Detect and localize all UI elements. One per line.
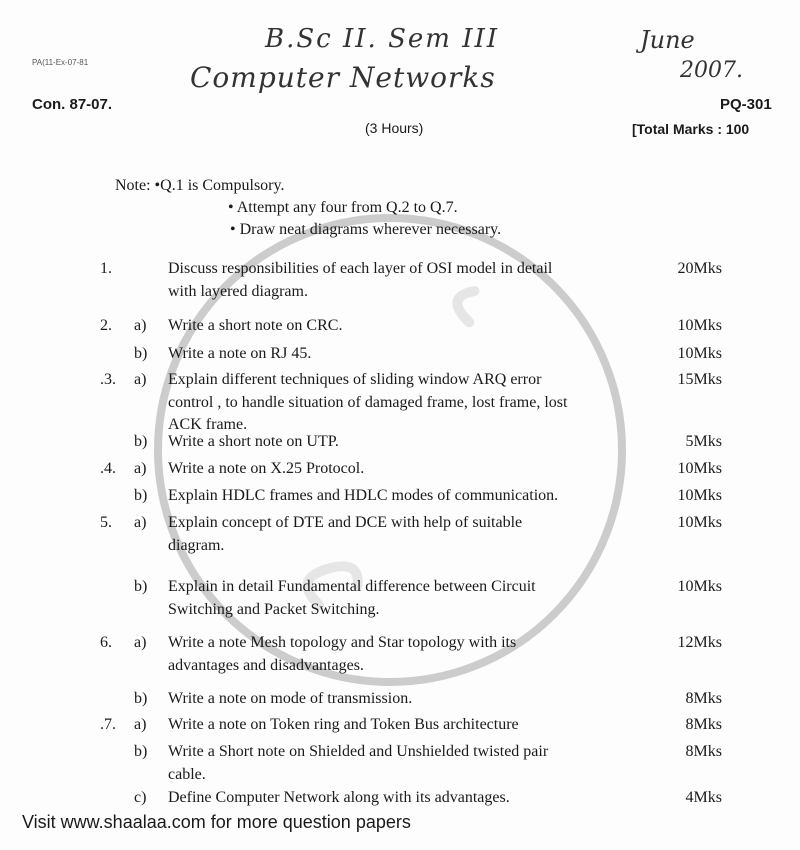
question-text-line: Write a short note on CRC. bbox=[168, 317, 343, 334]
duration: (3 Hours) bbox=[365, 120, 424, 136]
question-number: 2. bbox=[100, 317, 112, 334]
note-line-3: • Draw neat diagrams wherever necessary. bbox=[230, 221, 502, 238]
sub-question-label: b) bbox=[134, 690, 148, 707]
question-marks: 10Mks bbox=[677, 460, 722, 477]
question-text-line: Switching and Packet Switching. bbox=[168, 600, 380, 618]
sub-question-label: b) bbox=[134, 743, 148, 760]
question-text-line: Define Computer Network along with its advantages. bbox=[168, 789, 510, 806]
question-text-line: control , to handle situation of damaged frame, lost frame, lost bbox=[168, 393, 568, 411]
question-marks: 8Mks bbox=[685, 716, 722, 733]
question-text-line: advantages and disadvantages. bbox=[168, 656, 364, 674]
sub-question-label: b) bbox=[134, 433, 148, 450]
note-line-2: • Attempt any four from Q.2 to Q.7. bbox=[228, 199, 458, 216]
sub-question-label: a) bbox=[134, 716, 147, 733]
question-marks: 10Mks bbox=[677, 578, 722, 595]
question-marks: 8Mks bbox=[685, 690, 722, 707]
handwritten-course: B.Sc II. Sem III bbox=[265, 24, 500, 54]
paper-code: PQ-301 bbox=[720, 96, 772, 113]
question-number: 5. bbox=[100, 514, 112, 531]
question-marks: 8Mks bbox=[685, 743, 722, 760]
question-text-line: Write a note Mesh topology and Star topology with its bbox=[168, 634, 517, 651]
sub-question-label: a) bbox=[134, 634, 147, 651]
question-text-line: Write a short note on UTP. bbox=[168, 433, 339, 450]
question-number: .4. bbox=[100, 460, 116, 477]
handwritten-subject: Computer Networks bbox=[190, 61, 496, 94]
question-marks: 15Mks bbox=[677, 371, 722, 388]
question-number: 6. bbox=[100, 634, 112, 651]
question-text-line: Explain HDLC frames and HDLC modes of communication. bbox=[168, 487, 559, 504]
question-number: .3. bbox=[100, 371, 116, 388]
sub-question-label: a) bbox=[134, 514, 147, 531]
sub-question-label: a) bbox=[134, 460, 147, 477]
question-marks: 10Mks bbox=[677, 514, 722, 531]
sub-question-label: b) bbox=[134, 487, 148, 504]
question-marks: 12Mks bbox=[677, 634, 722, 651]
question-text-line: Write a note on Token ring and Token Bus architecture bbox=[168, 716, 519, 733]
sub-question-label: a) bbox=[134, 371, 147, 388]
question-text-line: Discuss responsibilities of each layer of OSI model in detail bbox=[168, 260, 553, 277]
question-marks: 5Mks bbox=[685, 433, 722, 450]
con-number: Con. 87-07. bbox=[32, 96, 113, 113]
question-number: 1. bbox=[100, 260, 112, 277]
sub-question-label: c) bbox=[134, 789, 147, 806]
question-text-line: with layered diagram. bbox=[168, 282, 308, 300]
sub-question-label: a) bbox=[134, 317, 147, 334]
sub-question-label: b) bbox=[134, 345, 148, 362]
total-marks: [Total Marks : 100 bbox=[632, 121, 750, 137]
sub-question-label: b) bbox=[134, 578, 148, 595]
question-text-line: Write a note on mode of transmission. bbox=[168, 690, 413, 707]
question-text-line: cable. bbox=[168, 765, 206, 783]
handwritten-month: June bbox=[640, 26, 695, 54]
question-text-line: Write a note on RJ 45. bbox=[168, 345, 312, 362]
question-text-line: Explain concept of DTE and DCE with help of suitable bbox=[168, 514, 523, 531]
note-line-1: Note: •Q.1 is Compulsory. bbox=[115, 177, 285, 194]
question-marks: 10Mks bbox=[677, 317, 722, 334]
question-marks: 20Mks bbox=[677, 260, 722, 277]
question-marks: 10Mks bbox=[677, 345, 722, 362]
question-text-line: Write a note on X.25 Protocol. bbox=[168, 460, 365, 477]
footer-text: Visit www.shaalaa.com for more question papers bbox=[22, 812, 411, 832]
question-marks: 4Mks bbox=[685, 789, 722, 806]
question-text-line: diagram. bbox=[168, 536, 225, 554]
question-text-line: Write a Short note on Shielded and Unshielded twisted pair bbox=[168, 743, 549, 760]
question-number: .7. bbox=[100, 716, 116, 733]
question-text-line: ACK frame. bbox=[168, 416, 248, 433]
question-text-line: Explain in detail Fundamental difference between Circuit bbox=[168, 578, 536, 595]
handwritten-year: 2007. bbox=[680, 58, 743, 83]
question-text-line: Explain different techniques of sliding window ARQ error bbox=[168, 371, 542, 388]
form-code: PA(11-Ex-07-81 bbox=[32, 58, 89, 67]
question-marks: 10Mks bbox=[677, 487, 722, 504]
